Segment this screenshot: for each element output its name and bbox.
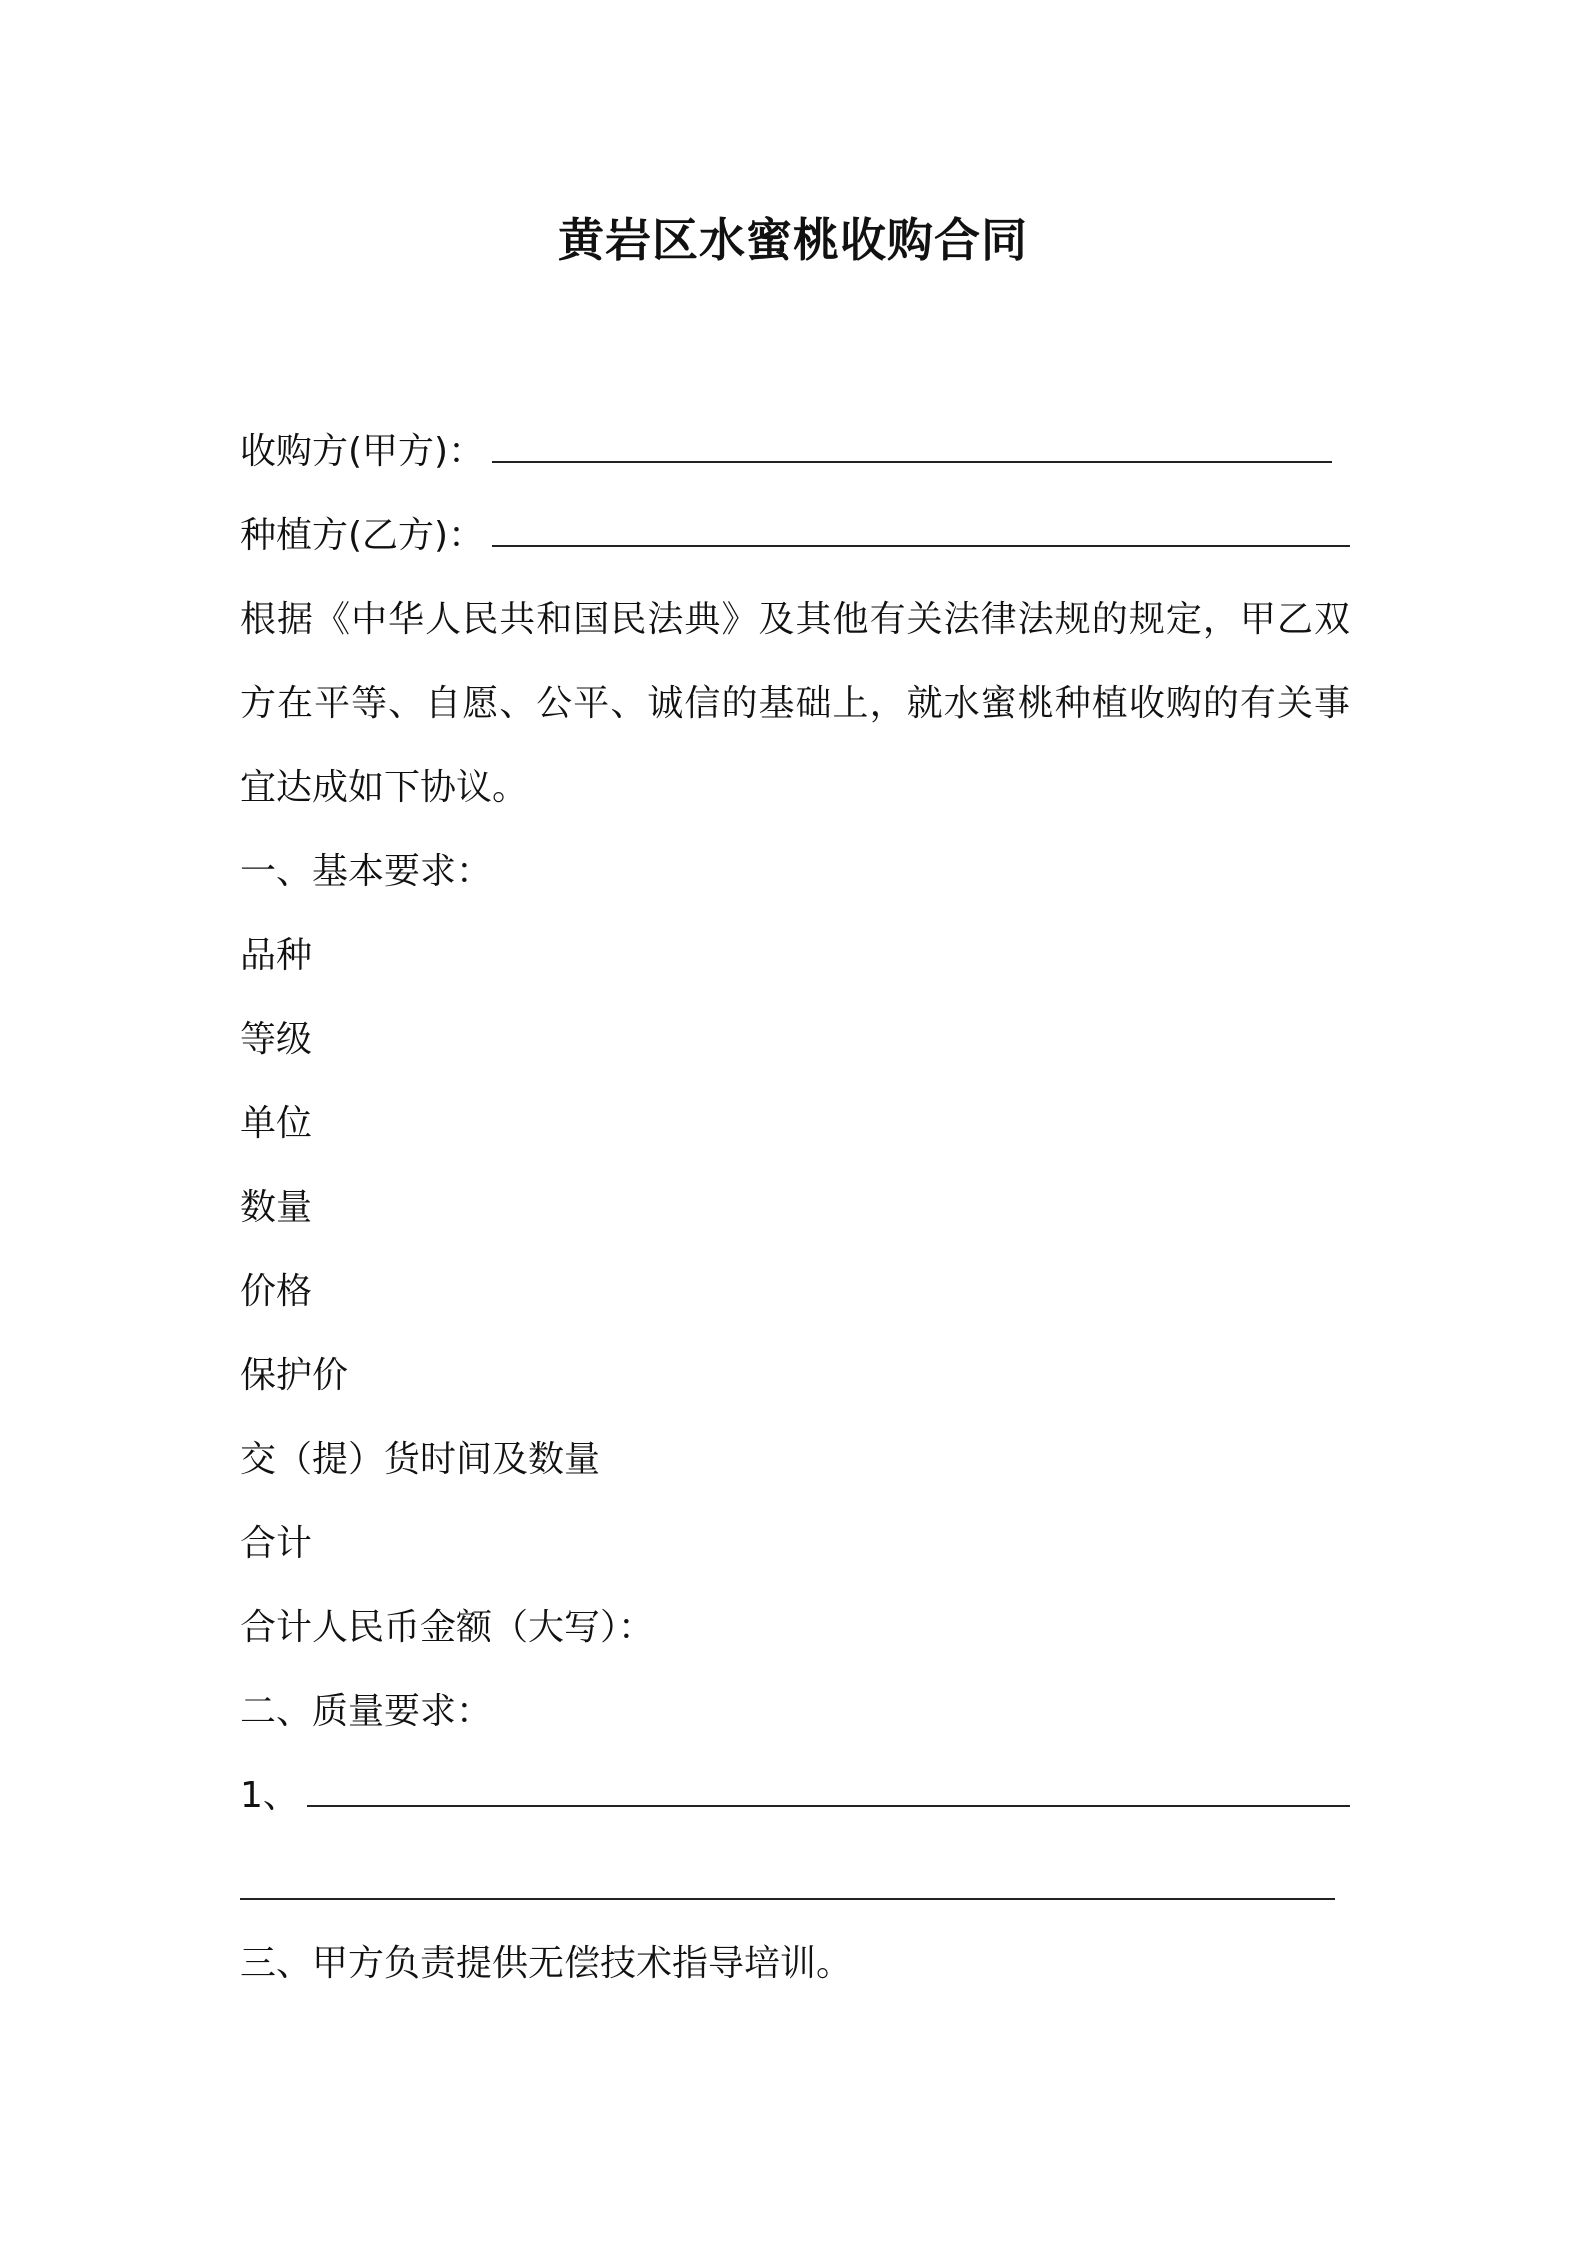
section-3-heading: 三、甲方负责提供无偿技术指导培训。 xyxy=(240,1943,853,1984)
list-item-delivery-time: 交（提）货时间及数量 xyxy=(240,1439,601,1480)
quality-continuation-blank[interactable] xyxy=(240,1838,1335,1900)
list-item-unit: 单位 xyxy=(240,1103,313,1144)
list-item-quantity: 数量 xyxy=(240,1187,313,1228)
party-a-label: 收购方(甲方)： xyxy=(240,431,485,472)
intro-paragraph: 根据《中华人民共和国民法典》及其他有关法律法规的规定，甲乙双方在平等、自愿、公平、诚信的基础上，就水蜜桃种植收购的有关事宜达成如下协议。 xyxy=(240,599,1350,808)
party-b-field xyxy=(240,494,1350,578)
list-item-total: 合计 xyxy=(240,1523,313,1564)
list-item-total-rmb: 合计人民币金额（大写）： xyxy=(240,1607,655,1648)
party-b-label: 种植方(乙方)： xyxy=(240,515,485,556)
party-a-blank[interactable] xyxy=(492,427,1332,463)
list-item-protection-price: 保护价 xyxy=(240,1355,349,1396)
quality-item-1-blank[interactable] xyxy=(307,1771,1350,1807)
section-2-heading: 二、质量要求： xyxy=(240,1691,493,1732)
document-title: 黄岩区水蜜桃收购合同 xyxy=(558,213,1028,267)
list-item-variety: 品种 xyxy=(240,935,313,976)
list-item-grade: 等级 xyxy=(240,1019,313,1060)
document-body xyxy=(240,410,1350,2006)
quality-item-1 xyxy=(240,1754,1350,1838)
party-a-field xyxy=(240,410,1350,494)
section-1-heading: 一、基本要求： xyxy=(240,851,493,892)
quality-item-1-label: 1、 xyxy=(240,1775,299,1816)
party-b-blank[interactable] xyxy=(492,511,1350,547)
quality-item-1-continuation xyxy=(240,1838,1350,1922)
list-item-price: 价格 xyxy=(240,1271,313,1312)
